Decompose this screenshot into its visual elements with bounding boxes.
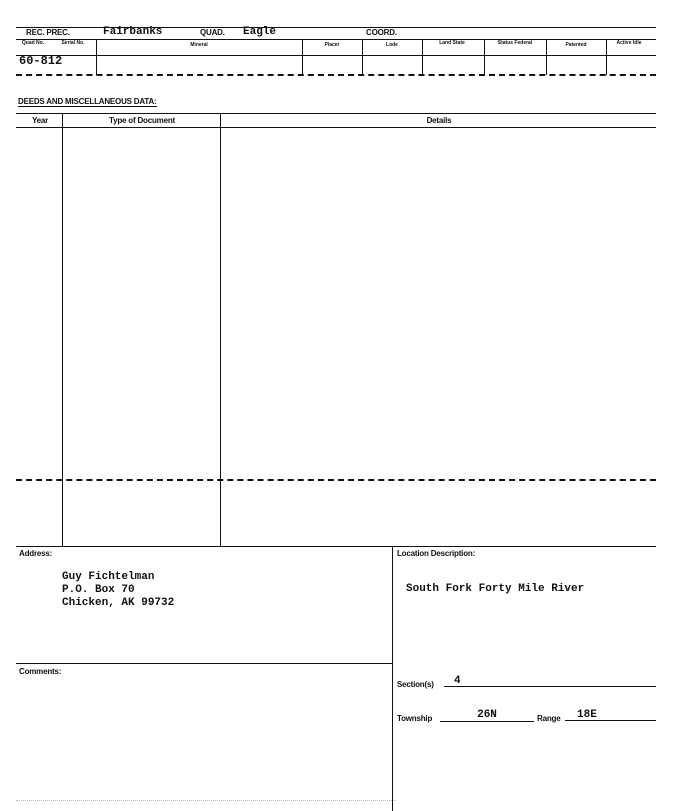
header-top-rule: [16, 27, 656, 28]
year-col-sep: [62, 113, 63, 546]
patented-header: Patented: [565, 42, 587, 48]
status-federal-header: Status Federal: [497, 40, 533, 46]
year-header: Year: [31, 116, 49, 125]
col-sep: [606, 39, 607, 75]
section-label: Section(s): [397, 680, 434, 689]
quad-no-header: Quad No.: [21, 40, 45, 46]
comments-top-rule: [16, 663, 392, 664]
coord-label: COORD.: [366, 28, 397, 37]
header-dashed-rule: [16, 74, 656, 76]
col-sep: [362, 39, 363, 75]
address-block: [62, 571, 174, 610]
serial-no-header: Serial No.: [61, 40, 85, 46]
lode-header: Lode: [386, 42, 398, 48]
deeds-top-rule: [16, 113, 656, 114]
location-description-value: South Fork Forty Mile River: [406, 583, 585, 595]
quad-serial-value: 60-812: [19, 54, 63, 68]
col-sep: [422, 39, 423, 75]
active-idle-header: Active Idle: [616, 40, 642, 46]
col-sep: [96, 39, 97, 75]
section-field: 4: [444, 675, 656, 687]
placer-header: Placer: [324, 42, 340, 48]
type-of-document-header: Type of Document: [109, 116, 175, 125]
col-sep: [546, 39, 547, 75]
quad-value: Eagle: [243, 26, 277, 38]
address-line: Guy Fichtelman: [62, 571, 155, 583]
col-sep: [302, 39, 303, 75]
header-bottom-rule: [16, 39, 656, 40]
deeds-dashed-rule: [16, 479, 656, 481]
township-label: Township: [397, 714, 433, 723]
header-row-rule: [16, 55, 656, 56]
location-col-sep: [392, 546, 393, 811]
address-label: Address:: [19, 549, 53, 558]
deeds-header-rule: [16, 127, 656, 128]
rec-prec-value: Fairbanks: [103, 26, 163, 38]
address-line: Chicken, AK 99732: [62, 597, 175, 609]
range-label: Range: [537, 714, 561, 723]
col-sep: [484, 39, 485, 75]
deeds-title: DEEDS AND MISCELLANEOUS DATA:: [18, 97, 157, 106]
rec-prec-label: REC. PREC.: [26, 28, 70, 37]
quad-label: QUAD.: [200, 28, 225, 37]
address-line: P.O. Box 70: [62, 584, 135, 596]
scan-artifact: [16, 800, 396, 801]
range-field: 18E: [565, 709, 656, 721]
deeds-bottom-rule: [16, 546, 656, 547]
type-col-sep: [220, 113, 221, 546]
details-header: Details: [426, 116, 452, 125]
comments-label: Comments:: [19, 667, 62, 676]
location-description-label: Location Description:: [397, 549, 476, 558]
township-field: 26N: [440, 709, 534, 722]
land-state-header: Land State: [439, 40, 465, 46]
mineral-header: Mineral: [190, 42, 208, 48]
